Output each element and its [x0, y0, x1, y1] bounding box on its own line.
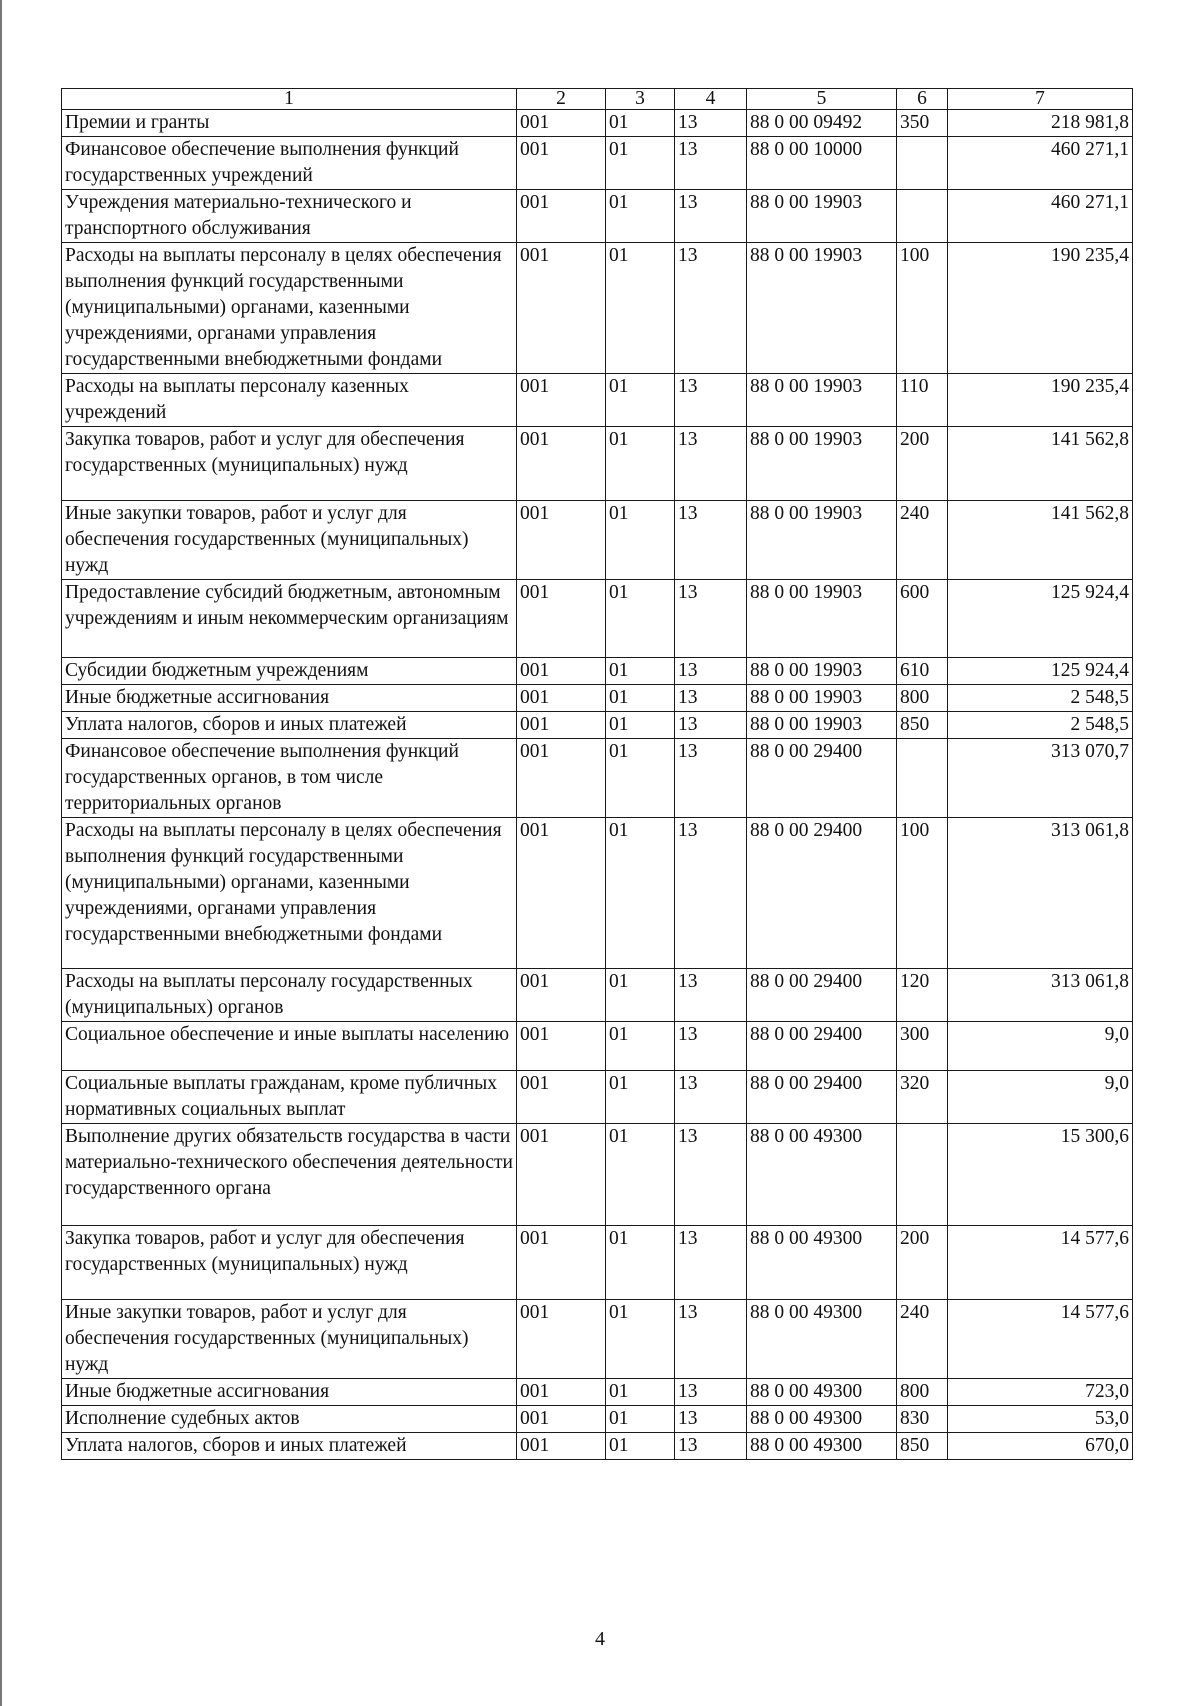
expense-type-cell: 110 [897, 374, 948, 427]
table-row [62, 1300, 1133, 1379]
subsection-code-cell: 13 [675, 1226, 747, 1300]
expense-name-cell: Расходы на выплаты персоналу казенных учреждений [62, 374, 517, 427]
expense-name-cell: Субсидии бюджетным учреждениям [62, 658, 517, 685]
expense-name-cell: Иные закупки товаров, работ и услуг для обеспечения государственных (муниципальных) нужд [62, 1300, 517, 1379]
section-code-cell: 01 [606, 712, 675, 739]
table-row [62, 1022, 1133, 1071]
subsection-code-cell: 13 [675, 1071, 747, 1124]
ministry-code-cell: 001 [517, 685, 606, 712]
expense-name-cell: Иные закупки товаров, работ и услуг для обеспечения государственных (муниципальных) нужд [62, 501, 517, 580]
page-border [0, 0, 2, 1706]
subsection-code-cell: 13 [675, 658, 747, 685]
expense-name-cell: Предоставление субсидий бюджетным, автономным учреждениям и иным некоммерческим организациям [62, 580, 517, 658]
section-code-cell: 01 [606, 374, 675, 427]
table-row [62, 685, 1133, 712]
column-header: 2 [517, 89, 606, 110]
table-row [62, 1379, 1133, 1406]
column-header: 7 [948, 89, 1133, 110]
expense-name-cell: Выполнение других обязательств государства в части материально-технического обеспечения деятельности государственного органа [62, 1124, 517, 1226]
target-article-cell: 88 0 00 49300 [747, 1124, 897, 1226]
target-article-cell: 88 0 00 29400 [747, 1071, 897, 1124]
table-row [62, 658, 1133, 685]
expense-type-cell: 320 [897, 1071, 948, 1124]
amount-cell: 190 235,4 [948, 374, 1133, 427]
ministry-code-cell: 001 [517, 712, 606, 739]
amount-cell: 9,0 [948, 1071, 1133, 1124]
amount-cell: 14 577,6 [948, 1300, 1133, 1379]
amount-cell: 460 271,1 [948, 190, 1133, 243]
target-article-cell: 88 0 00 19903 [747, 374, 897, 427]
ministry-code-cell: 001 [517, 190, 606, 243]
column-header: 4 [675, 89, 747, 110]
expense-type-cell: 240 [897, 1300, 948, 1379]
ministry-code-cell: 001 [517, 1226, 606, 1300]
expense-type-cell: 100 [897, 818, 948, 969]
expense-name-cell: Расходы на выплаты персоналу государственных (муниципальных) органов [62, 969, 517, 1022]
expense-name-cell: Иные бюджетные ассигнования [62, 685, 517, 712]
section-code-cell: 01 [606, 818, 675, 969]
table-row [62, 1071, 1133, 1124]
expense-name-cell: Расходы на выплаты персоналу в целях обеспечения выполнения функций государственными (муниципальными) органами, казенными учреждениями, органами управления государственными внебюджетными фондами [62, 818, 517, 969]
ministry-code-cell: 001 [517, 427, 606, 501]
expense-type-cell [897, 190, 948, 243]
page-number: 4 [595, 1628, 605, 1650]
ministry-code-cell: 001 [517, 137, 606, 190]
target-article-cell: 88 0 00 49300 [747, 1379, 897, 1406]
expense-type-cell: 120 [897, 969, 948, 1022]
ministry-code-cell: 001 [517, 501, 606, 580]
column-header: 5 [747, 89, 897, 110]
table-row [62, 818, 1133, 969]
table-row [62, 374, 1133, 427]
subsection-code-cell: 13 [675, 190, 747, 243]
target-article-cell: 88 0 00 19903 [747, 427, 897, 501]
subsection-code-cell: 13 [675, 1379, 747, 1406]
subsection-code-cell: 13 [675, 818, 747, 969]
table-row [62, 739, 1133, 818]
amount-cell: 125 924,4 [948, 658, 1133, 685]
table-row [62, 1226, 1133, 1300]
expense-name-cell: Премии и гранты [62, 110, 517, 137]
target-article-cell: 88 0 00 29400 [747, 969, 897, 1022]
expense-type-cell: 240 [897, 501, 948, 580]
table-row [62, 1406, 1133, 1433]
subsection-code-cell: 13 [675, 1406, 747, 1433]
table-row [62, 190, 1133, 243]
section-code-cell: 01 [606, 1379, 675, 1406]
section-code-cell: 01 [606, 1406, 675, 1433]
amount-cell: 141 562,8 [948, 501, 1133, 580]
subsection-code-cell: 13 [675, 739, 747, 818]
ministry-code-cell: 001 [517, 374, 606, 427]
expense-type-cell: 800 [897, 1379, 948, 1406]
table-row [62, 427, 1133, 501]
subsection-code-cell: 13 [675, 137, 747, 190]
table-header-row [62, 89, 1133, 110]
expense-type-cell: 200 [897, 1226, 948, 1300]
column-header: 1 [62, 89, 517, 110]
table-row [62, 1124, 1133, 1226]
expense-type-cell: 200 [897, 427, 948, 501]
target-article-cell: 88 0 00 19903 [747, 243, 897, 374]
section-code-cell: 01 [606, 190, 675, 243]
amount-cell: 2 548,5 [948, 712, 1133, 739]
table-row [62, 243, 1133, 374]
ministry-code-cell: 001 [517, 969, 606, 1022]
ministry-code-cell: 001 [517, 1433, 606, 1460]
table-row [62, 137, 1133, 190]
section-code-cell: 01 [606, 580, 675, 658]
section-code-cell: 01 [606, 137, 675, 190]
target-article-cell: 88 0 00 09492 [747, 110, 897, 137]
budget-table [61, 88, 1133, 1460]
expense-type-cell: 850 [897, 712, 948, 739]
expense-name-cell: Уплата налогов, сборов и иных платежей [62, 1433, 517, 1460]
table-body [62, 110, 1133, 1460]
subsection-code-cell: 13 [675, 580, 747, 658]
expense-type-cell: 350 [897, 110, 948, 137]
ministry-code-cell: 001 [517, 580, 606, 658]
amount-cell: 14 577,6 [948, 1226, 1133, 1300]
section-code-cell: 01 [606, 969, 675, 1022]
ministry-code-cell: 001 [517, 1406, 606, 1433]
amount-cell: 125 924,4 [948, 580, 1133, 658]
target-article-cell: 88 0 00 29400 [747, 818, 897, 969]
expense-name-cell: Уплата налогов, сборов и иных платежей [62, 712, 517, 739]
section-code-cell: 01 [606, 243, 675, 374]
target-article-cell: 88 0 00 19903 [747, 580, 897, 658]
expense-type-cell: 800 [897, 685, 948, 712]
subsection-code-cell: 13 [675, 243, 747, 374]
expense-name-cell: Закупка товаров, работ и услуг для обеспечения государственных (муниципальных) нужд [62, 427, 517, 501]
target-article-cell: 88 0 00 29400 [747, 1022, 897, 1071]
subsection-code-cell: 13 [675, 427, 747, 501]
expense-type-cell [897, 739, 948, 818]
expense-name-cell: Социальное обеспечение и иные выплаты населению [62, 1022, 517, 1071]
amount-cell: 313 061,8 [948, 818, 1133, 969]
amount-cell: 670,0 [948, 1433, 1133, 1460]
expense-type-cell [897, 137, 948, 190]
subsection-code-cell: 13 [675, 1433, 747, 1460]
expense-type-cell: 600 [897, 580, 948, 658]
amount-cell: 190 235,4 [948, 243, 1133, 374]
amount-cell: 2 548,5 [948, 685, 1133, 712]
ministry-code-cell: 001 [517, 739, 606, 818]
section-code-cell: 01 [606, 1226, 675, 1300]
column-header: 6 [897, 89, 948, 110]
amount-cell: 313 070,7 [948, 739, 1133, 818]
target-article-cell: 88 0 00 19903 [747, 685, 897, 712]
column-header: 3 [606, 89, 675, 110]
section-code-cell: 01 [606, 1124, 675, 1226]
section-code-cell: 01 [606, 658, 675, 685]
table-row [62, 1433, 1133, 1460]
ministry-code-cell: 001 [517, 1379, 606, 1406]
table-row [62, 712, 1133, 739]
subsection-code-cell: 13 [675, 374, 747, 427]
table-row [62, 580, 1133, 658]
amount-cell: 723,0 [948, 1379, 1133, 1406]
expense-name-cell: Финансовое обеспечение выполнения функций государственных органов, в том числе территориальных органов [62, 739, 517, 818]
ministry-code-cell: 001 [517, 243, 606, 374]
subsection-code-cell: 13 [675, 1124, 747, 1226]
ministry-code-cell: 001 [517, 818, 606, 969]
subsection-code-cell: 13 [675, 1022, 747, 1071]
expense-type-cell: 830 [897, 1406, 948, 1433]
amount-cell: 15 300,6 [948, 1124, 1133, 1226]
expense-type-cell: 850 [897, 1433, 948, 1460]
ministry-code-cell: 001 [517, 1071, 606, 1124]
subsection-code-cell: 13 [675, 712, 747, 739]
ministry-code-cell: 001 [517, 1124, 606, 1226]
subsection-code-cell: 13 [675, 110, 747, 137]
table-row [62, 969, 1133, 1022]
expense-name-cell: Иные бюджетные ассигнования [62, 1379, 517, 1406]
section-code-cell: 01 [606, 685, 675, 712]
amount-cell: 141 562,8 [948, 427, 1133, 501]
section-code-cell: 01 [606, 1071, 675, 1124]
target-article-cell: 88 0 00 29400 [747, 739, 897, 818]
section-code-cell: 01 [606, 739, 675, 818]
ministry-code-cell: 001 [517, 1300, 606, 1379]
target-article-cell: 88 0 00 10000 [747, 137, 897, 190]
target-article-cell: 88 0 00 19903 [747, 712, 897, 739]
section-code-cell: 01 [606, 110, 675, 137]
expense-name-cell: Исполнение судебных актов [62, 1406, 517, 1433]
amount-cell: 9,0 [948, 1022, 1133, 1071]
expense-type-cell: 100 [897, 243, 948, 374]
subsection-code-cell: 13 [675, 969, 747, 1022]
expense-type-cell [897, 1124, 948, 1226]
table-row [62, 110, 1133, 137]
expense-type-cell: 300 [897, 1022, 948, 1071]
subsection-code-cell: 13 [675, 1300, 747, 1379]
amount-cell: 53,0 [948, 1406, 1133, 1433]
target-article-cell: 88 0 00 49300 [747, 1433, 897, 1460]
table-row [62, 501, 1133, 580]
target-article-cell: 88 0 00 49300 [747, 1226, 897, 1300]
subsection-code-cell: 13 [675, 685, 747, 712]
target-article-cell: 88 0 00 19903 [747, 658, 897, 685]
target-article-cell: 88 0 00 19903 [747, 501, 897, 580]
target-article-cell: 88 0 00 49300 [747, 1300, 897, 1379]
ministry-code-cell: 001 [517, 658, 606, 685]
expense-name-cell: Расходы на выплаты персоналу в целях обеспечения выполнения функций государственными (муниципальными) органами, казенными учреждениями, органами управления государственными внебюджетными фондами [62, 243, 517, 374]
expense-type-cell: 610 [897, 658, 948, 685]
expense-name-cell: Закупка товаров, работ и услуг для обеспечения государственных (муниципальных) нужд [62, 1226, 517, 1300]
ministry-code-cell: 001 [517, 1022, 606, 1071]
section-code-cell: 01 [606, 501, 675, 580]
target-article-cell: 88 0 00 49300 [747, 1406, 897, 1433]
target-article-cell: 88 0 00 19903 [747, 190, 897, 243]
expense-name-cell: Финансовое обеспечение выполнения функций государственных учреждений [62, 137, 517, 190]
amount-cell: 218 981,8 [948, 110, 1133, 137]
section-code-cell: 01 [606, 1433, 675, 1460]
subsection-code-cell: 13 [675, 501, 747, 580]
ministry-code-cell: 001 [517, 110, 606, 137]
section-code-cell: 01 [606, 1300, 675, 1379]
expense-name-cell: Учреждения материально-технического и транспортного обслуживания [62, 190, 517, 243]
expense-name-cell: Социальные выплаты гражданам, кроме публичных нормативных социальных выплат [62, 1071, 517, 1124]
amount-cell: 313 061,8 [948, 969, 1133, 1022]
section-code-cell: 01 [606, 1022, 675, 1071]
section-code-cell: 01 [606, 427, 675, 501]
amount-cell: 460 271,1 [948, 137, 1133, 190]
